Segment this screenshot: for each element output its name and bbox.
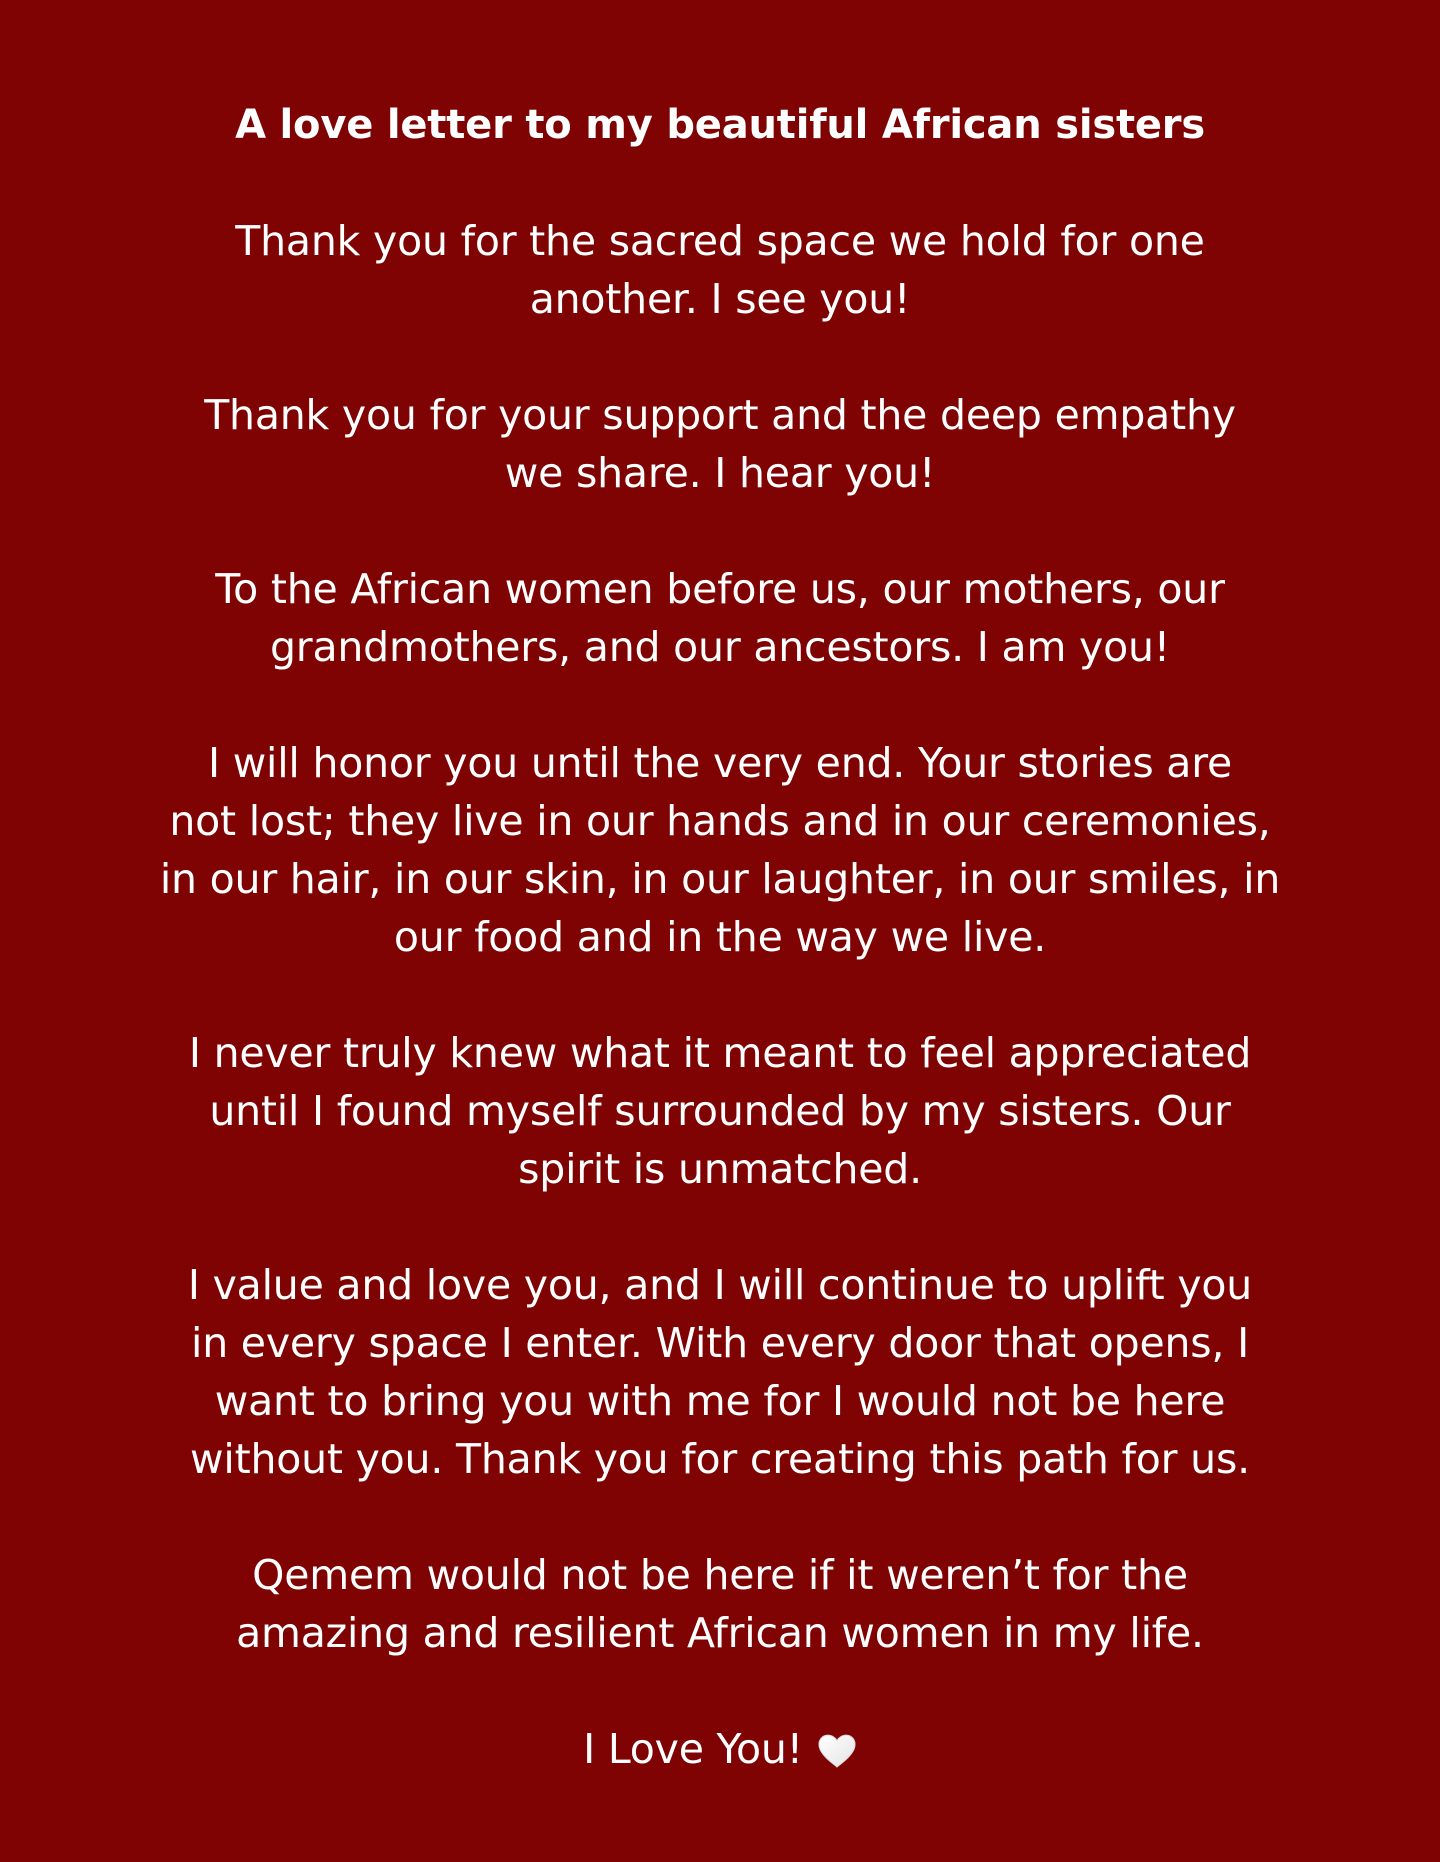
letter-paragraph xyxy=(140,386,1300,502)
letter-closing xyxy=(140,1720,1300,1778)
letter-line: in every space I enter. With every door that opens, I xyxy=(191,1319,1249,1367)
letter-line: Thank you for the sacred space we hold for one xyxy=(235,217,1205,265)
letter-line: not lost; they live in our hands and in our ceremonies, xyxy=(169,797,1271,845)
letter-line: until I found myself surrounded by my sisters. Our xyxy=(209,1087,1231,1135)
letter-line: another. I see you! xyxy=(529,275,911,323)
letter-line: Thank you for your support and the deep empathy xyxy=(204,391,1236,439)
letter-line: I never truly knew what it meant to feel appreciated xyxy=(188,1029,1252,1077)
letter-line: I value and love you, and I will continue to uplift you xyxy=(187,1261,1253,1309)
letter-line: Qemem would not be here if it weren’t for the xyxy=(252,1551,1188,1599)
letter-line: in our hair, in our skin, in our laughter, in our smiles, in xyxy=(159,855,1281,903)
letter-line: want to bring you with me for I would not be here xyxy=(214,1377,1226,1425)
letter-paragraph xyxy=(140,1024,1300,1198)
letter-line: amazing and resilient African women in my life. xyxy=(236,1609,1204,1657)
closing-text: I Love You! xyxy=(583,1725,803,1773)
letter-line: I will honor you until the very end. Your stories are xyxy=(207,739,1233,787)
letter-line: we share. I hear you! xyxy=(504,449,936,497)
letter-paragraph xyxy=(140,212,1300,328)
love-letter xyxy=(140,96,1300,1778)
letter-paragraph xyxy=(140,734,1300,966)
letter-paragraph xyxy=(140,1256,1300,1488)
white-heart-icon xyxy=(817,1733,857,1769)
letter-line: our food and in the way we live. xyxy=(393,913,1047,961)
letter-line: grandmothers, and our ancestors. I am you! xyxy=(269,623,1170,671)
letter-line: spirit is unmatched. xyxy=(518,1145,922,1193)
closing-line xyxy=(583,1720,857,1778)
letter-paragraph xyxy=(140,560,1300,676)
letter-paragraph xyxy=(140,1546,1300,1662)
letter-title: A love letter to my beautiful African sisters xyxy=(235,102,1205,148)
letter-line: To the African women before us, our mothers, our xyxy=(215,565,1225,613)
letter-line: without you. Thank you for creating this path for us. xyxy=(190,1435,1250,1483)
